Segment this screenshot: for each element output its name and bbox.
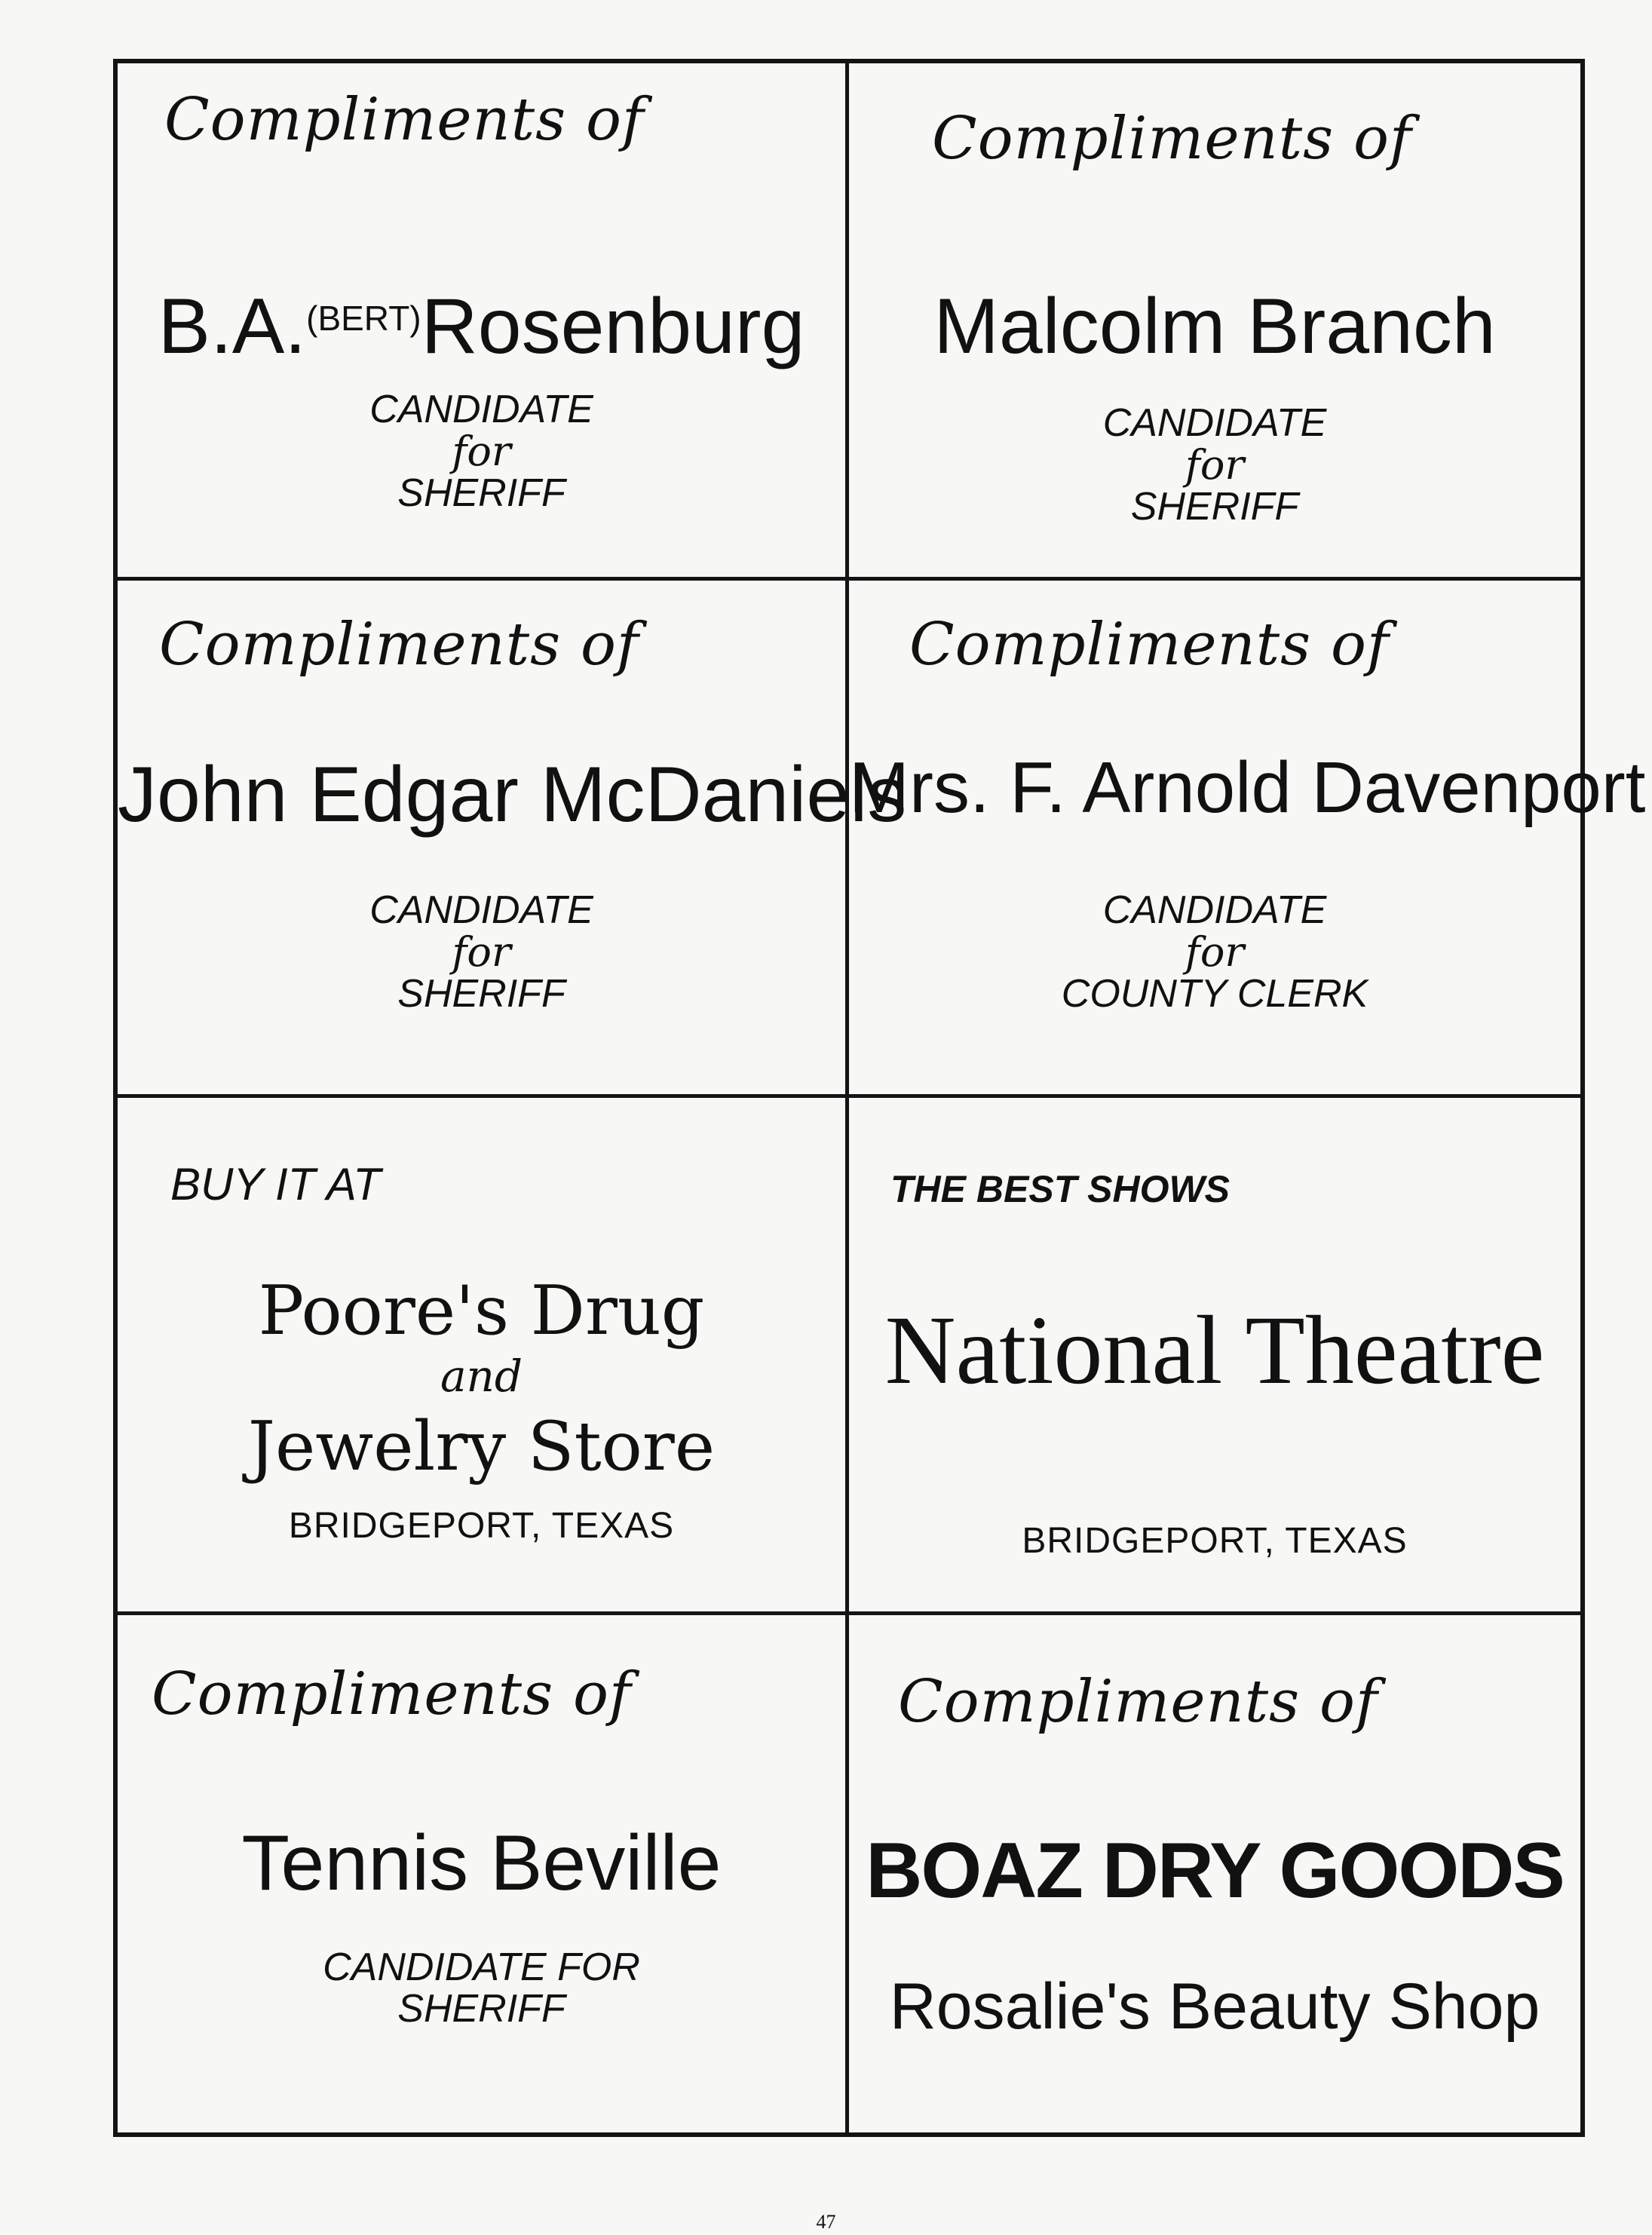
subtitle-line: COUNTY CLERK xyxy=(1061,972,1368,1016)
ad-poores-drug xyxy=(118,1098,849,1615)
subtitle-line: for xyxy=(1185,440,1245,489)
ad-subtitle xyxy=(118,890,845,1015)
ad-name: National Theatre xyxy=(884,1296,1545,1405)
ad-name: John Edgar McDaniels xyxy=(118,751,907,839)
ad-name: BOAZ DRY GOODS xyxy=(866,1827,1564,1915)
subtitle-line: SHERIFF xyxy=(1130,485,1299,529)
ad-header: Compliments of xyxy=(898,1668,1378,1736)
ad-name-line: Jewelry Store xyxy=(247,1407,716,1486)
ad-davenport xyxy=(849,581,1646,1098)
ad-name: Mrs. F. Arnold Davenport xyxy=(849,747,1646,828)
ad-header: Compliments of xyxy=(159,611,639,679)
page-number: 47 xyxy=(816,2211,836,2233)
ad-header: Compliments of xyxy=(152,1660,632,1728)
subtitle-line: for xyxy=(452,427,511,475)
ad-subtitle xyxy=(849,890,1580,1015)
ad-name-line: Poore's Drug xyxy=(258,1271,705,1351)
subtitle-line: CANDIDATE xyxy=(1102,401,1327,445)
ad-name: Tennis Beville xyxy=(241,1820,722,1907)
subtitle-line: CANDIDATE xyxy=(1102,888,1327,932)
subtitle-line: for xyxy=(452,927,511,976)
name-initials: B.A. xyxy=(158,283,307,370)
ad-second-name: Rosalie's Beauty Shop xyxy=(889,1970,1540,2043)
ad-name-line: and xyxy=(440,1351,523,1402)
name-nickname: (BERT) xyxy=(306,299,421,338)
subtitle-line: SHERIFF xyxy=(397,471,565,516)
ad-header: Compliments of xyxy=(164,86,645,154)
subtitle-line: SHERIFF xyxy=(397,972,565,1016)
ad-national-theatre xyxy=(849,1098,1580,1615)
ad-name xyxy=(118,282,845,372)
ad-header: BUY IT AT xyxy=(170,1159,381,1209)
name-surname: Rosenburg xyxy=(421,283,805,370)
subtitle-line: CANDIDATE FOR xyxy=(323,1945,640,1989)
ad-subtitle xyxy=(118,389,845,514)
ad-boaz-dry-goods xyxy=(849,1615,1580,2132)
ad-grid xyxy=(113,59,1646,2137)
subtitle-line: for xyxy=(1185,927,1245,976)
subtitle-line: CANDIDATE xyxy=(369,888,593,932)
ad-header: THE BEST SHOWS xyxy=(890,1168,1231,1210)
subtitle-line: SHERIFF xyxy=(397,1986,565,2031)
ad-location: BRIDGEPORT, TEXAS xyxy=(1022,1521,1408,1561)
ad-rosenburg xyxy=(118,63,849,581)
ad-branch xyxy=(849,63,1580,581)
ad-name: Malcolm Branch xyxy=(933,283,1496,370)
ad-subtitle xyxy=(118,1947,845,2029)
ad-header: Compliments of xyxy=(932,105,1412,173)
subtitle-line: CANDIDATE xyxy=(369,388,593,431)
ad-subtitle xyxy=(849,403,1580,528)
ad-header: Compliments of xyxy=(909,611,1390,679)
ad-location: BRIDGEPORT, TEXAS xyxy=(288,1506,675,1546)
ad-beville xyxy=(118,1615,849,2132)
ad-mcdaniels xyxy=(118,581,907,1098)
